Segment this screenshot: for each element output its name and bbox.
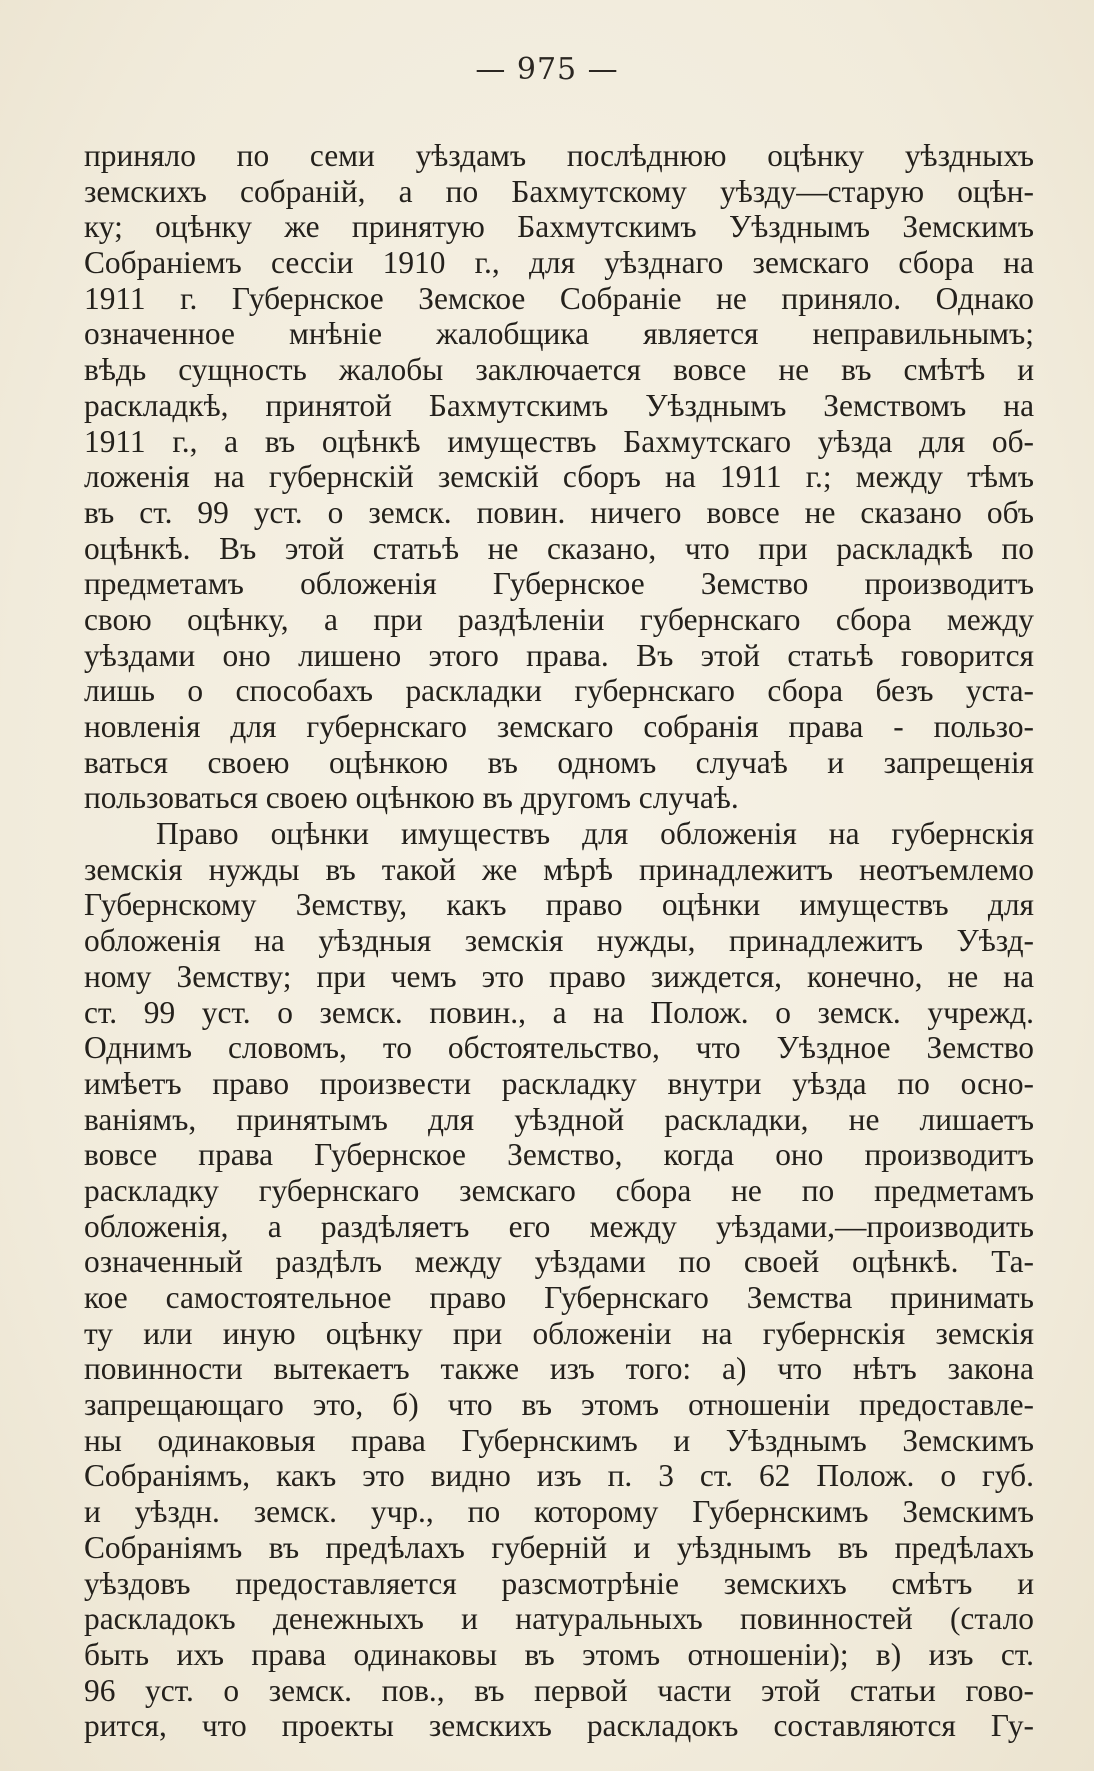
text-line: означенное мнѣніе жалобщика является неправильнымъ; [84,316,1034,352]
text-line: кое самостоятельное право Губернскаго Земства принимать [84,1280,1034,1315]
text-line: повинности вытекаетъ также изъ того: а) что нѣтъ закона [84,1351,1034,1387]
text-line: 1911 г., а въ оцѣнкѣ имуществъ Бахмутскаго уѣзда для об- [84,423,1034,459]
text-line: Однимъ словомъ, то обстоятельство, что Уѣздное Земство [84,1030,1034,1066]
text-line: Право оцѣнки имуществъ для обложенія на губернскія [156,816,1034,852]
text-line: новленія для губернскаго земскаго собранія права - пользо- [84,709,1034,744]
text-line: ложенія на губернскій земскій сборъ на 1911 г.; между тѣмъ [84,459,1034,495]
text-line: рится, что проекты земскихъ раскладокъ составляются Гу- [84,1708,1034,1744]
text-line: земскія нужды въ такой же мѣрѣ принадлежитъ неотъемлемо [84,851,1034,887]
text-line: лишь о способахъ раскладки губернскаго сбора безъ уста- [84,673,1034,709]
text-line: быть ихъ права одинаковы въ этомъ отношеніи); в) изъ ст. [84,1636,1034,1672]
text-line: ваться своею оцѣнкою въ одномъ случаѣ и запрещенія [84,744,1034,780]
text-line: въ ст. 99 уст. о земск. повин. ничего вовсе не сказано объ [84,494,1034,530]
body-text [84,138,1034,1744]
text-line: оцѣнкѣ. Въ этой статьѣ не сказано, что при раскладкѣ по [84,530,1034,566]
text-line: и уѣздн. земск. учр., по которому Губернскимъ Земскимъ [84,1494,1034,1530]
text-line: запрещающаго это, б) что въ этомъ отношеніи предоставле- [84,1387,1034,1423]
text-line: Собраніямъ въ предѣлахъ губерній и уѣзднымъ въ предѣлахъ [84,1529,1034,1565]
text-line: приняло по семи уѣздамъ послѣднюю оцѣнку уѣздныхъ [84,138,1034,173]
text-line: Собраніемъ сессіи 1910 г., для уѣзднаго земскаго сбора на [84,245,1034,281]
text-line: обложенія, а раздѣляетъ его между уѣздами,—производить [84,1208,1034,1244]
text-line: предметамъ обложенія Губернское Земство производитъ [84,566,1034,602]
text-line: 96 уст. о земск. пов., въ первой части этой статьи гово- [84,1672,1034,1708]
text-line: Собраніямъ, какъ это видно изъ п. 3 ст. 62 Полож. о губ. [84,1458,1034,1494]
text-line: уѣздами оно лишено этого права. Въ этой статьѣ говорится [84,637,1034,673]
text-line: имѣетъ право произвести раскладку внутри уѣзда по осно- [84,1065,1034,1101]
text-line: 1911 г. Губернское Земское Собраніе не приняло. Однако [84,280,1034,316]
text-line: свою оцѣнку, а при раздѣленіи губернскаго сбора между [84,601,1034,637]
text-line: вѣдь сущность жалобы заключается вовсе не въ смѣтѣ и [84,352,1034,388]
text-line: ту или иную оцѣнку при обложеніи на губернскія земскія [84,1315,1034,1351]
text-line: раскладкѣ, принятой Бахмутскимъ Уѣзднымъ Земствомъ на [84,387,1034,423]
page-number: — 975 — [475,52,619,87]
text-line: ному Земству; при чемъ это право зиждется, конечно, не на [84,958,1034,994]
text-line: пользоваться своею оцѣнкою въ другомъ случаѣ. [84,780,739,816]
text-line: вовсе права Губернское Земство, когда оно производитъ [84,1137,1034,1173]
text-line: Губернскому Земству, какъ право оцѣнки имуществъ для [84,887,1034,923]
text-line: обложенія на уѣздныя земскія нужды, принадлежитъ Уѣзд- [84,923,1034,959]
text-line: раскладку губернскаго земскаго сбора не по предметамъ [84,1172,1034,1208]
text-line: ст. 99 уст. о земск. повин., а на Полож. о земск. учрежд. [84,994,1034,1030]
text-line: ны одинаковыя права Губернскимъ и Уѣзднымъ Земскимъ [84,1422,1034,1458]
text-line: ваніямъ, принятымъ для уѣздной раскладки, не лишаетъ [84,1101,1034,1137]
text-line: ку; оцѣнку же принятую Бахмутскимъ Уѣзднымъ Земскимъ [84,209,1034,245]
text-line: земскихъ собраній, а по Бахмутскому уѣзду—старую оцѣн- [84,173,1034,209]
text-line: означенный раздѣлъ между уѣздами по своей оцѣнкѣ. Та- [84,1244,1034,1280]
text-line: раскладокъ денежныхъ и натуральныхъ повинностей (стало [84,1601,1034,1637]
text-line: уѣздовъ предоставляется разсмотрѣніе земскихъ смѣтъ и [84,1565,1034,1601]
